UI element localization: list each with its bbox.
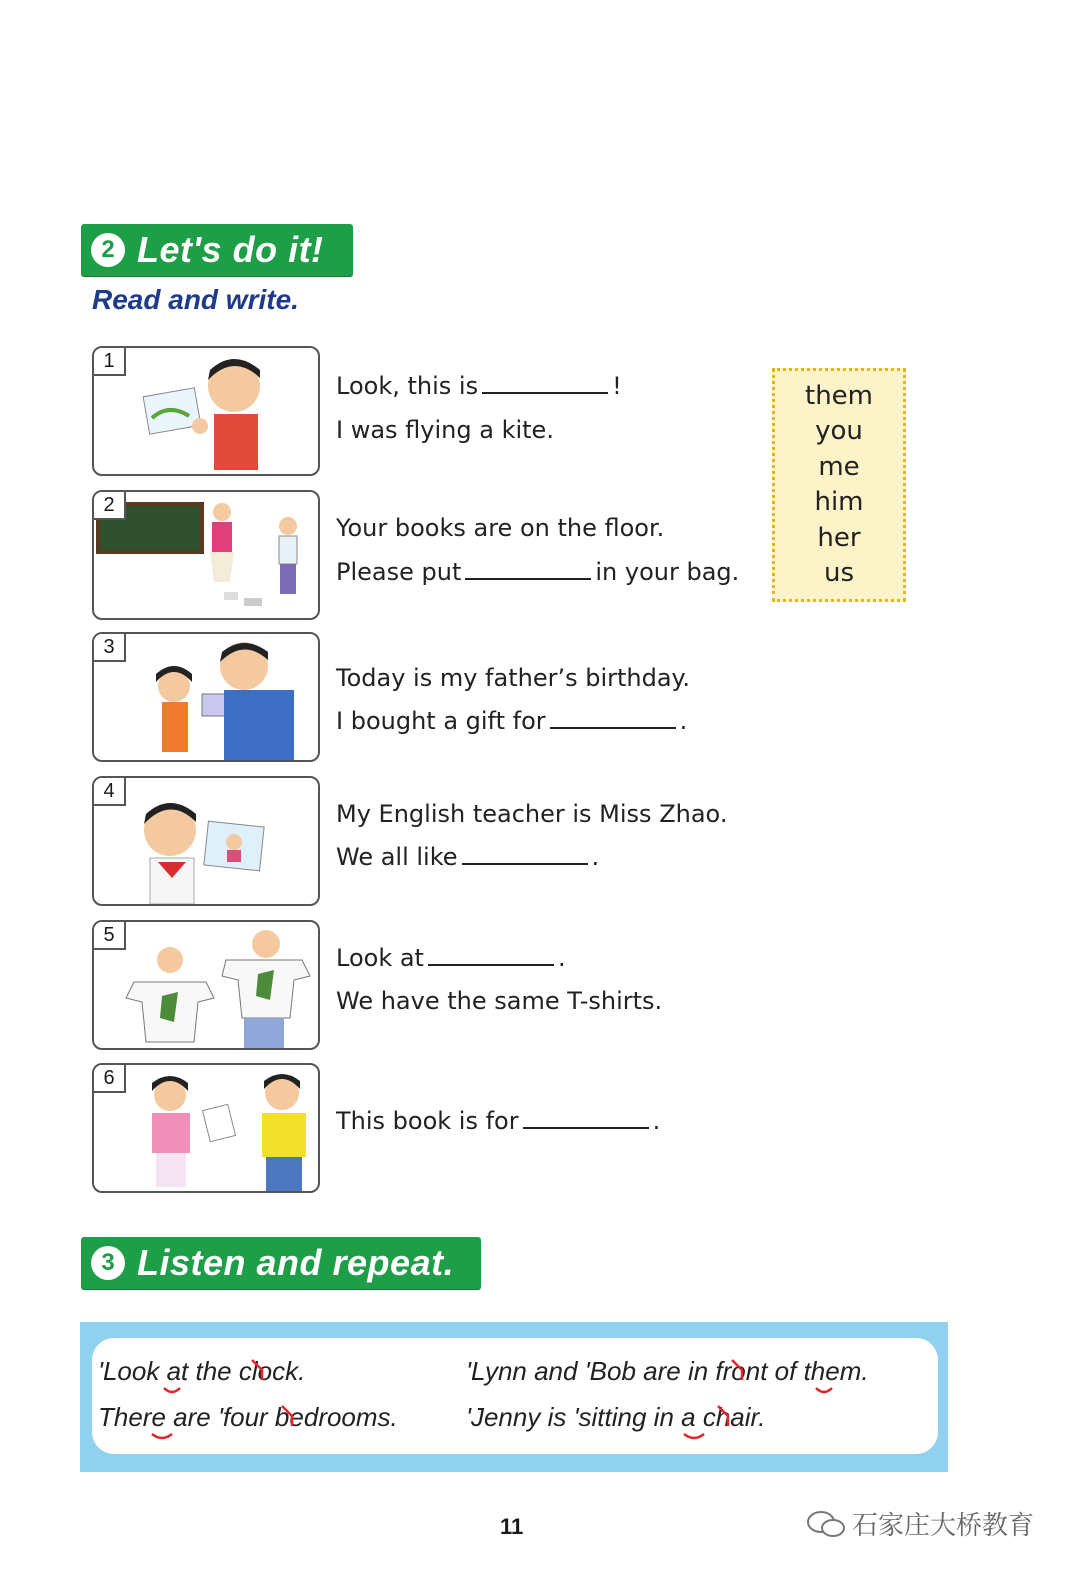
page-number: 11 [500,1514,524,1539]
item-1-line-1: Look, this is ! [336,372,622,400]
word-bank-item: him [814,487,864,517]
item-6-line-1: This book is for . [336,1107,661,1135]
item-5-line-1: Look at . [336,944,566,972]
item-2-line-1: Your books are on the floor. [336,514,665,542]
listen-repeat-card [92,1338,938,1454]
item-5-line-2: We have the same T-shirts. [336,987,663,1015]
section-title: Let's do it! [137,229,324,270]
girl-giving-gift-to-father-illustration [94,634,318,760]
item-6-illustration [92,1063,320,1193]
item-number: 1 [94,348,126,376]
two-kids-with-same-tshirts-illustration [94,922,318,1048]
item-4-line-2: We all like . [336,843,600,871]
answer-blank[interactable] [550,709,676,729]
item-4-illustration [92,776,320,906]
item-3-line-2: I bought a gift for . [336,707,688,735]
word-bank-item: her [817,522,861,553]
boy-with-photo-illustration [94,348,318,474]
watermark: 石家庄大桥教育 [806,1505,1034,1542]
section-3-header [81,1237,481,1289]
item-number: 5 [94,922,126,950]
item-number: 6 [94,1065,126,1093]
instruction-subtitle: Read and write. [92,284,299,315]
word-bank-item: us [823,558,855,588]
item-5-illustration [92,920,320,1050]
item-3-illustration [92,632,320,762]
item-1-illustration [92,346,320,476]
section-title: Listen and repeat. [137,1242,455,1283]
teacher-and-boy-classroom-illustration [94,492,318,618]
answer-blank[interactable] [465,560,591,580]
girl-and-boy-with-book-illustration [94,1065,318,1191]
item-4-line-1: My English teacher is Miss Zhao. [336,800,728,828]
word-bank-item: me [818,451,860,482]
phrase-3: There are 'four bedrooms. [98,1402,398,1432]
section-2-header [81,224,353,276]
section-number: 3 [91,1246,125,1280]
boy-holding-teacher-photo-illustration [94,778,318,904]
answer-blank[interactable] [523,1109,649,1129]
answer-blank[interactable] [428,946,554,966]
word-bank-item: them [805,380,873,411]
wechat-icon [806,1509,846,1539]
item-1-line-2: I was flying a kite. [336,416,554,444]
section-number: 2 [91,233,125,267]
phrase-4: 'Jenny is 'sitting in a chair. [466,1402,766,1432]
phrase-1: 'Look at the clock. [98,1356,306,1386]
word-bank [772,368,906,602]
item-number: 4 [94,778,126,806]
item-3-line-1: Today is my father’s birthday. [336,664,690,692]
answer-blank[interactable] [462,845,588,865]
answer-blank[interactable] [482,374,608,394]
word-bank-item: you [815,416,863,446]
listen-repeat-panel [80,1322,948,1472]
item-number: 3 [94,634,126,662]
item-2-line-2: Please put in your bag. [336,558,740,586]
item-number: 2 [94,492,126,520]
item-2-illustration [92,490,320,620]
phrase-2: 'Lynn and 'Bob are in front of them. [466,1356,869,1386]
